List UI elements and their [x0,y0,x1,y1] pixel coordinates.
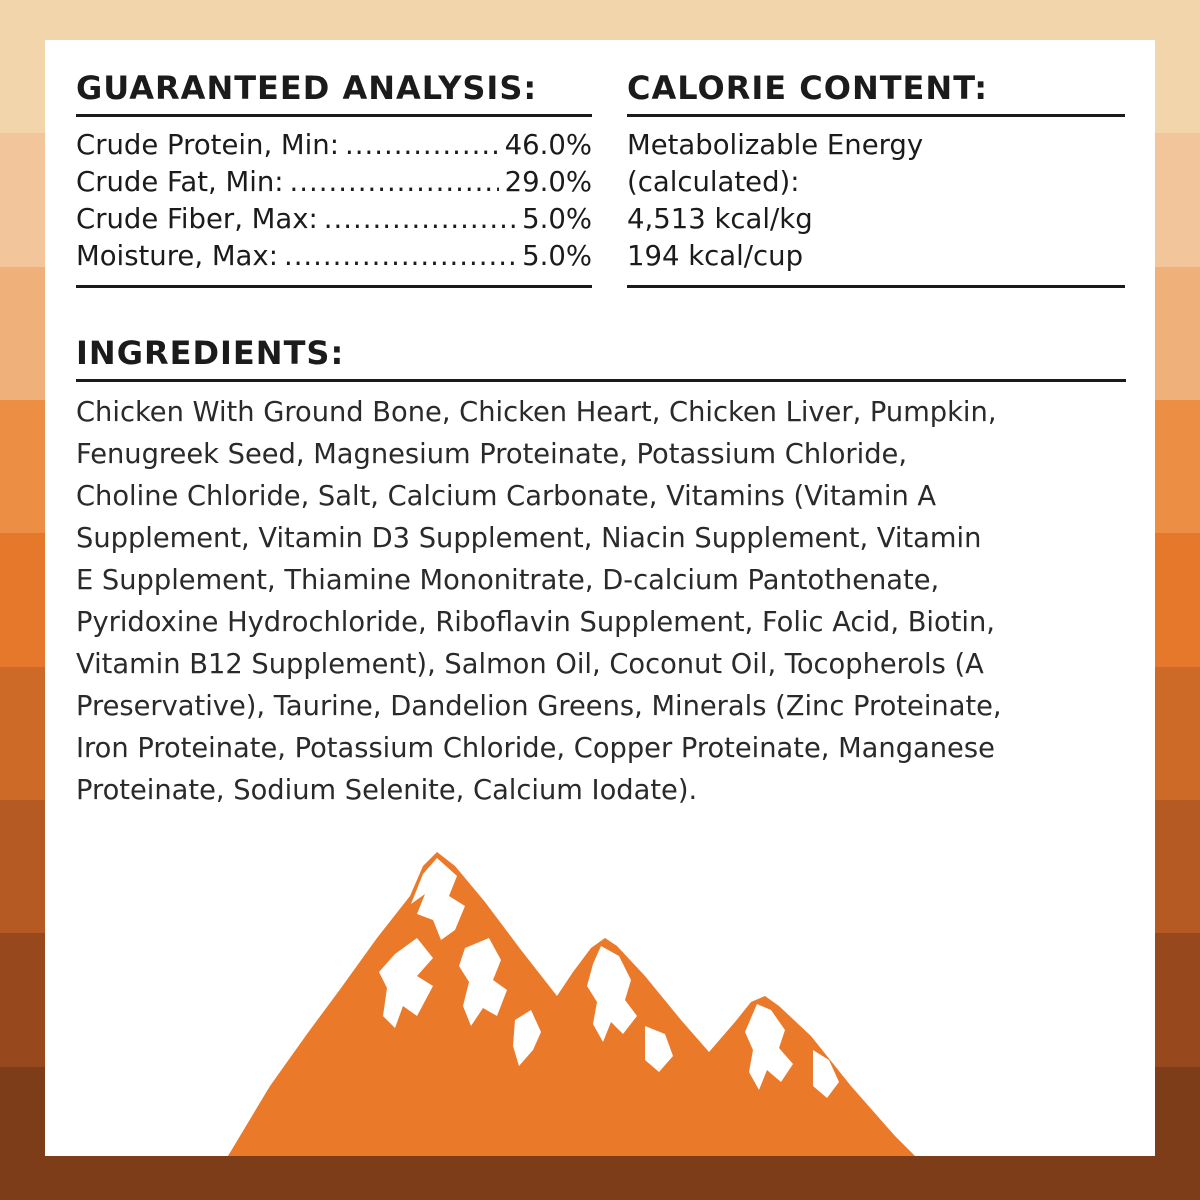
ingredients-line: E Supplement, Thiamine Mononitrate, D-calcium Pantothenate, [76,565,940,596]
analysis-value: 29.0% [504,166,592,198]
ingredients-heading: INGREDIENTS: [76,333,1126,382]
calorie-content-heading: CALORIE CONTENT: [627,68,1125,117]
ingredients-line: Iron Proteinate, Potassium Chloride, Copper Proteinate, Manganese [76,733,995,764]
calorie-line: Metabolizable Energy [627,129,924,161]
calorie-line: (calculated): [627,166,800,198]
analysis-row [76,164,592,201]
analysis-label: Crude Protein, Min: [76,129,339,161]
ingredients-line: Choline Chloride, Salt, Calcium Carbonate, Vitamins (Vitamin A [76,481,937,512]
label-card [45,40,1155,1156]
ingredients-section [76,333,1126,812]
dot-leader [324,201,516,238]
ingredients-line: Chicken With Ground Bone, Chicken Heart, Chicken Liver, Pumpkin, [76,397,997,428]
analysis-label: Moisture, Max: [76,240,278,272]
mountain-range-icon [45,820,1155,1156]
dot-leader [345,127,499,164]
calorie-content-body [627,117,1125,288]
ingredients-line: Pyridoxine Hydrochloride, Riboflavin Supplement, Folic Acid, Biotin, [76,607,995,638]
analysis-row [76,201,592,238]
ingredients-line: Proteinate, Sodium Selenite, Calcium Iodate). [76,775,698,806]
ingredients-line: Preservative), Taurine, Dandelion Greens, Minerals (Zinc Proteinate, [76,691,1002,722]
calorie-content-section [627,68,1125,288]
dot-leader [290,164,499,201]
ingredients-line: Vitamin B12 Supplement), Salmon Oil, Coconut Oil, Tocopherols (A [76,649,984,680]
analysis-row [76,127,592,164]
analysis-label: Crude Fiber, Max: [76,203,318,235]
calorie-line: 4,513 kcal/kg [627,203,813,235]
dot-leader [284,238,516,275]
analysis-value: 46.0% [504,129,592,161]
ingredients-line: Fenugreek Seed, Magnesium Proteinate, Potassium Chloride, [76,439,908,470]
analysis-value: 5.0% [522,240,592,272]
guaranteed-analysis-heading: GUARANTEED ANALYSIS: [76,68,592,117]
analysis-row [76,238,592,275]
analysis-label: Crude Fat, Min: [76,166,284,198]
ingredients-list [76,382,1126,812]
ingredients-line: Supplement, Vitamin D3 Supplement, Niacin Supplement, Vitamin [76,523,982,554]
analysis-value: 5.0% [522,203,592,235]
calorie-line: 194 kcal/cup [627,240,804,272]
mountain-silhouette [228,852,915,1156]
analysis-table [76,117,592,288]
guaranteed-analysis-section [76,68,592,288]
